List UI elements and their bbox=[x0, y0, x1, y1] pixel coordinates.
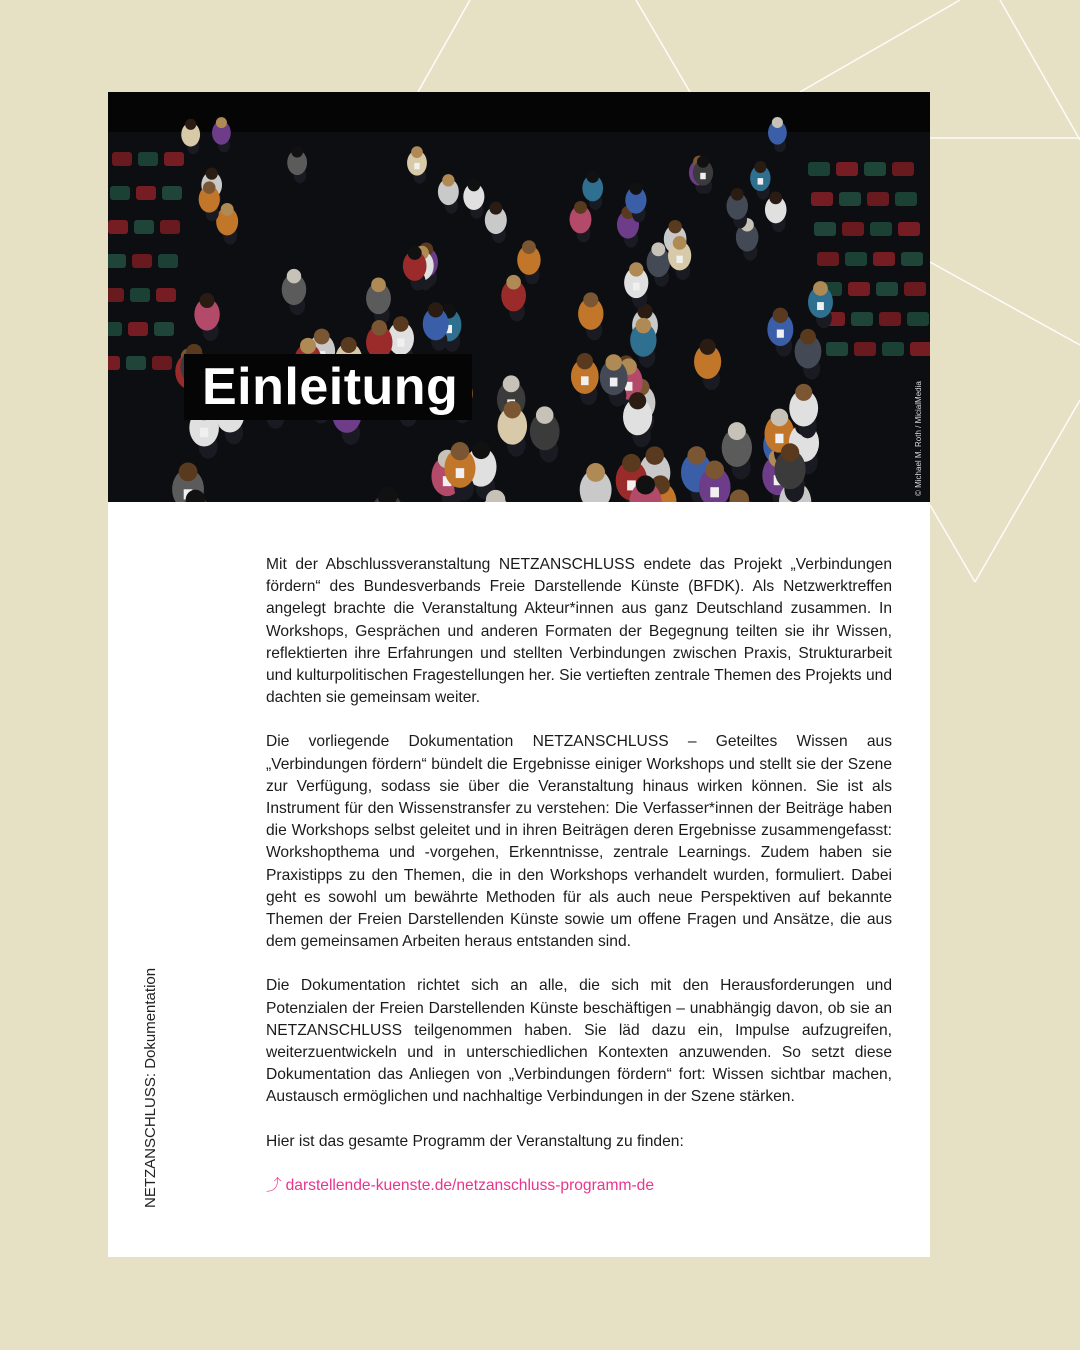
paragraph: Die Dokumentation richtet sich an alle, die sich mit den Herausforderungen und Potenzialen der Freien Darstellenden Künste beschäftigen – unabhängig davon, ob sie an NETZANSCHLUSS teilgenommen haben. Sie läd dazu ein, Impulse aufzugreifen, weiterzuentwickeln und in unterschiedlichen Kontexten anzuwenden. So setzt diese Dokumentation das Anliegen von „Verbindungen fördern“ fort: Wissen sichtbar machen, Austausch ermöglichen und nachhaltige Verbindungen in der Szene stärken. bbox=[266, 977, 892, 1106]
photo-credit: © Michael M. Roth / MicialMedia bbox=[914, 381, 923, 496]
program-link[interactable]: darstellende-kuenste.de/netzanschluss-programm-de bbox=[285, 1176, 654, 1194]
page-title: Einleitung bbox=[184, 354, 472, 420]
link-arrow-icon: ⤴ bbox=[266, 1176, 282, 1194]
side-running-label: NETZANSCHLUSS: Dokumentation bbox=[142, 967, 159, 1208]
body-text bbox=[266, 554, 892, 1219]
header-photo bbox=[108, 92, 930, 502]
paragraph: Die vorliegende Dokumentation NETZANSCHLUSS – Geteiltes Wissen aus „Verbindungen fördern“ bündelt die Ergebnisse einiger Workshops und stellt sie der Szene zur Verfügung, sodass sie über die Veranstaltung hinaus wirken können. Sie ist als Instrument für den Wissenstransfer zu verstehen: Die Verfasser*innen der Beiträge haben die Workshops selbst geleitet und in ihren Beiträgen deren Ergebnisse zusammengefasst: Workshopthema und -vorgehen, Erkenntnisse, zentrale Learnings. Zudem haben sie Praxistipps zu den Themen, die in den Workshops verhandelt wurden, formuliert. Dabei geht es sowohl um bewährte Methoden für als auch neue Perspektiven auf bekannte Themen der Freien Darstellenden Künste sowie um offene Fragen und Ansätze, die aus dem gemeinsamen Arbeiten heraus entstanden sind. bbox=[266, 733, 892, 951]
program-intro: Hier ist das gesamte Programm der Veranstaltung zu finden: bbox=[266, 1132, 684, 1150]
paragraph: Mit der Abschlussveranstaltung NETZANSCHLUSS endete das Projekt „Verbindungen fördern“ des Bundesverbands Freie Darstellende Künste (BFDK). Als Netzwerktreffen angelegt brachte die Veranstaltung Akteur*innen aus ganz Deutschland zusammen. In Workshops, Gesprächen und anderen Formaten der Begegnung teilten sie ihr Wissen, reflektierten ihre Erfahrungen und stellten Verbindungen zwischen Praxis, Strukturarbeit und kulturpolitischen Fragestellungen her. Sie vertieften zentrale Themen des Projekts und dachten sie gemeinsam weiter. bbox=[266, 556, 892, 707]
crowd-photo-illustration bbox=[108, 92, 930, 502]
program-link-line bbox=[266, 1175, 892, 1197]
